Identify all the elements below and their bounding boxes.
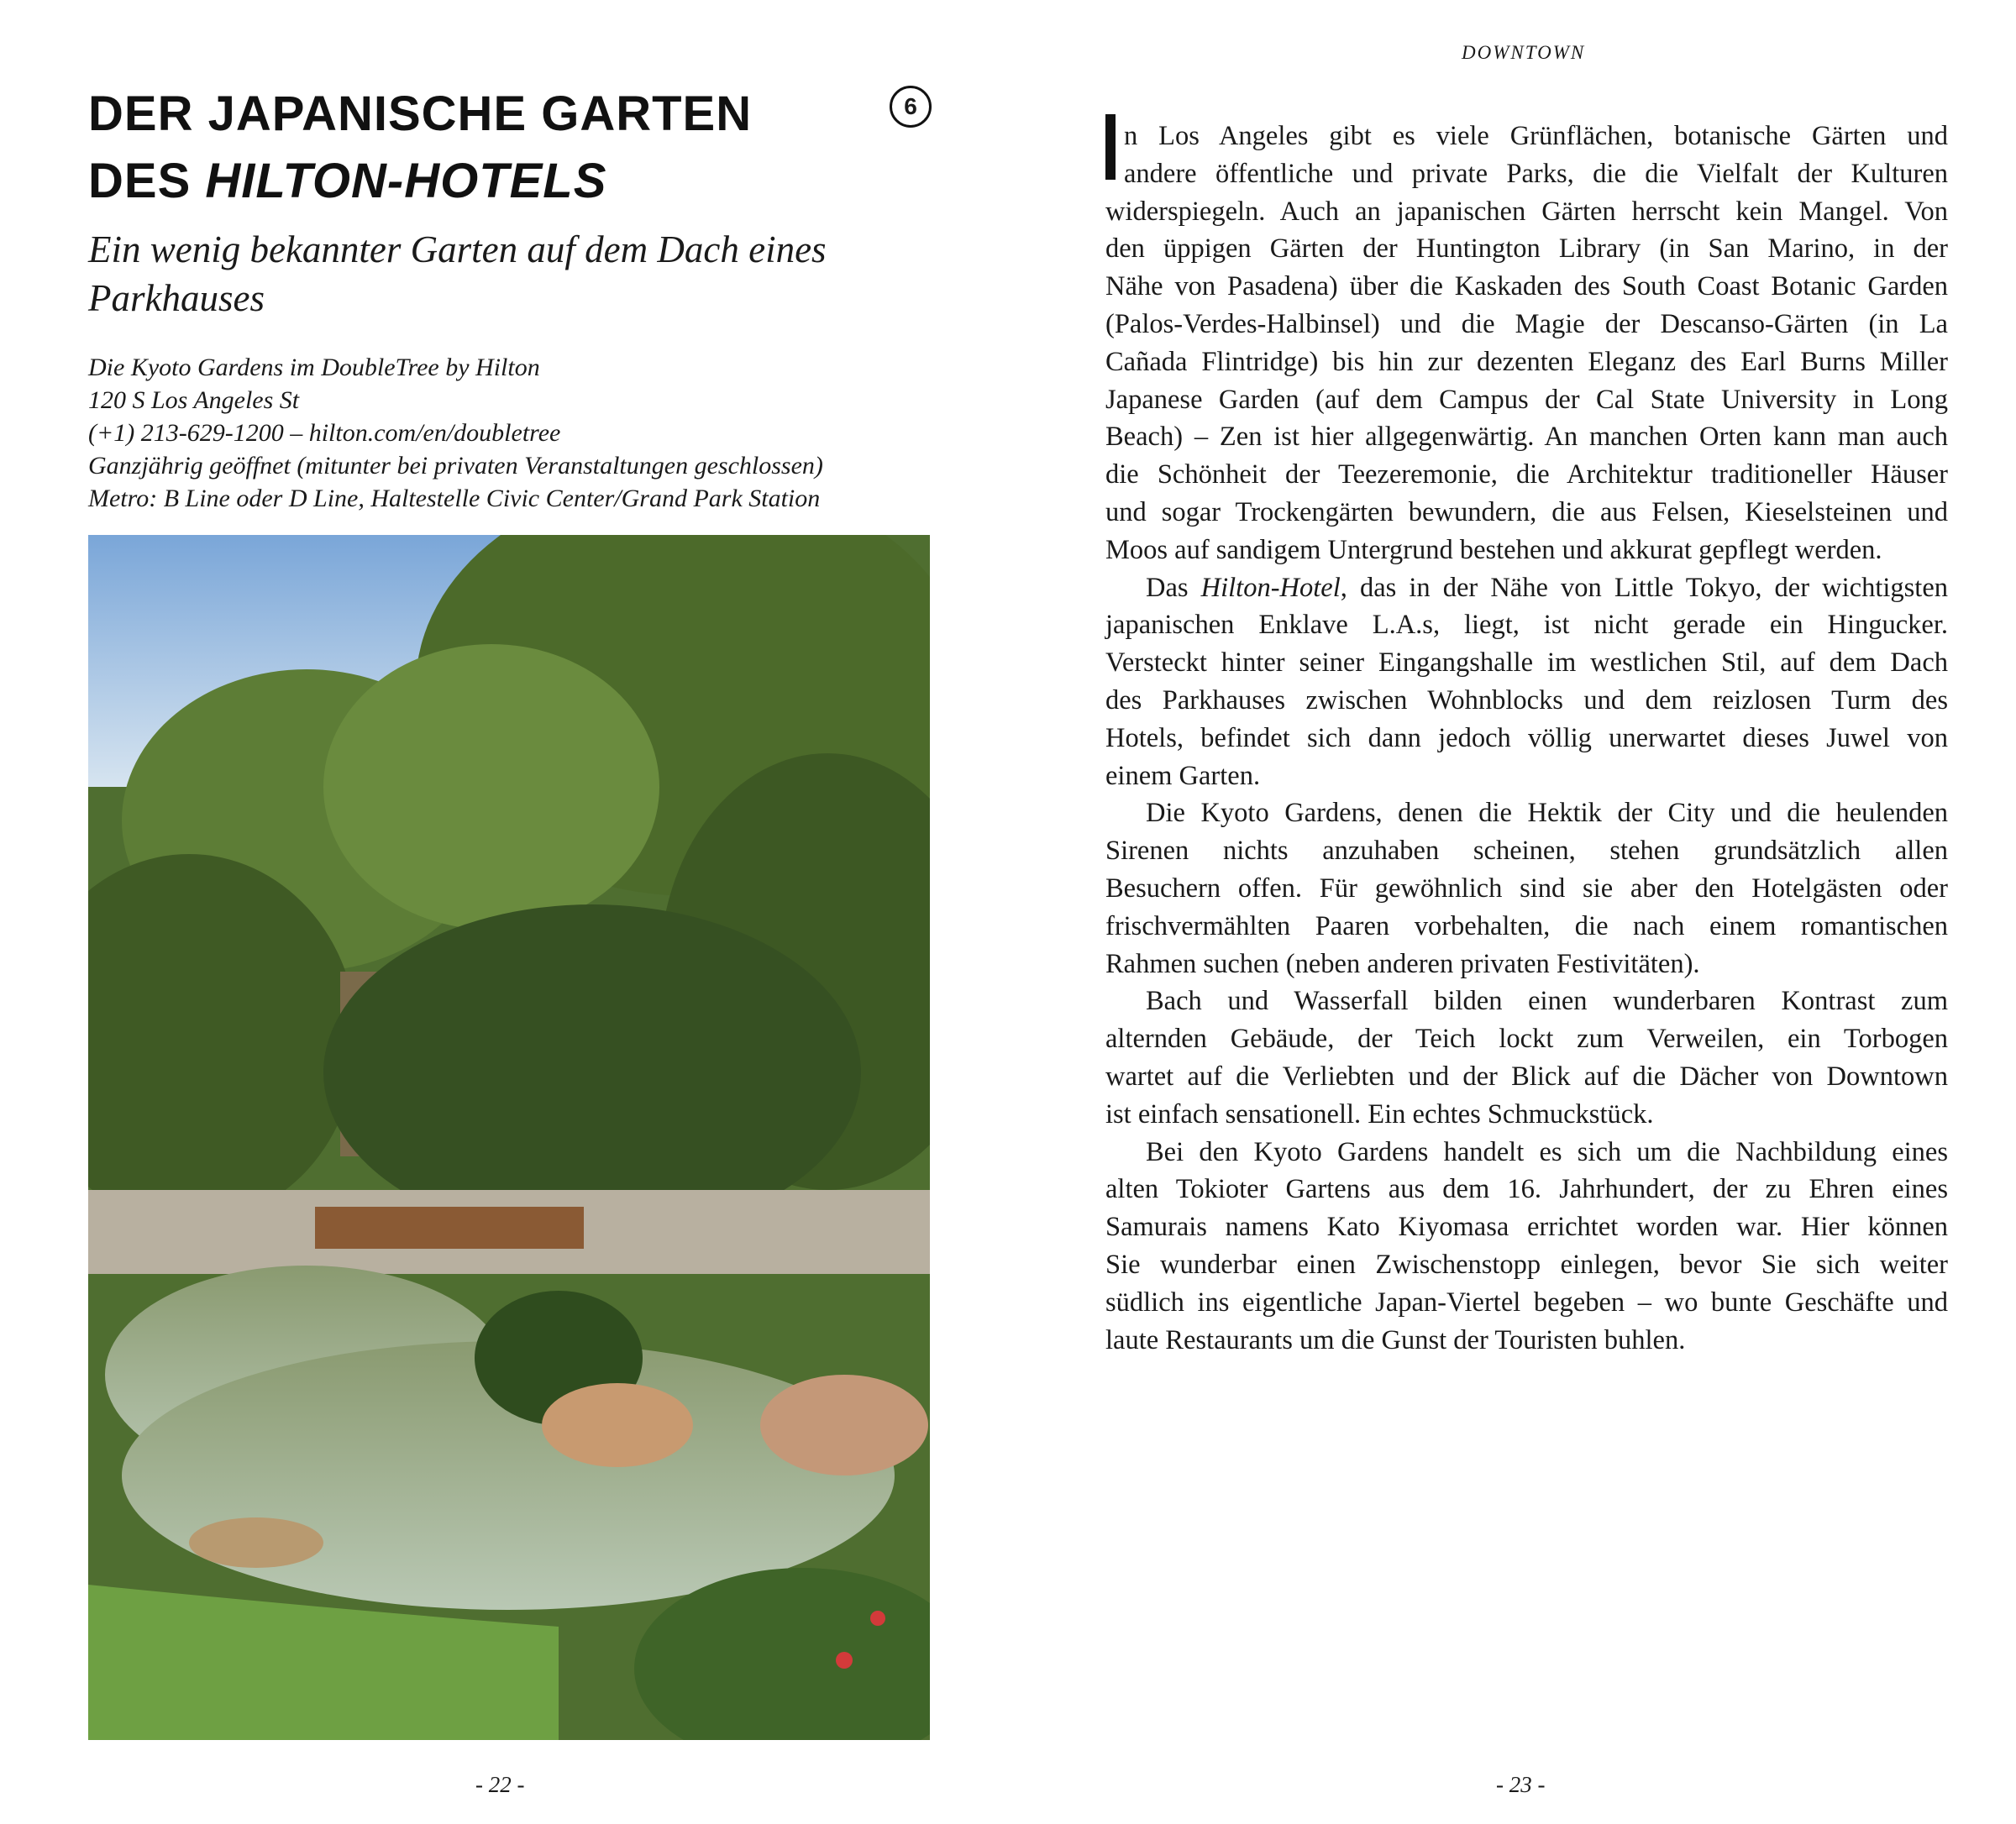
paragraph [1105, 794, 1948, 983]
text-line: andere öffentliche und private Parks, die die Vielfalt der Kulturen [1124, 158, 1948, 189]
text-line: Nähe von Pasadena) über die Kaskaden des South Coast Botanic Garden [1105, 271, 1948, 302]
text-line: Bei den Kyoto Gardens handelt es sich um die Nachbildung eines [1146, 1136, 1948, 1167]
paragraph [1105, 1134, 1948, 1360]
text-line: Besuchern offen. Für gewöhnlich sind sie aber den Hotelgästen oder [1105, 873, 1948, 904]
paragraph [1105, 983, 1948, 1133]
text-line: Moos auf sandigem Untergrund bestehen und akkurat gepflegt werden. [1105, 534, 1882, 565]
text-line: wartet auf die Verliebten und der Blick auf die Dächer von Downtown [1105, 1061, 1948, 1092]
text-line: alternden Gebäude, der Teich lockt zum Verweilen, ein Torbogen [1105, 1024, 1948, 1055]
article-subtitle: Ein wenig bekannter Garten auf dem Dach eines Parkhauses [88, 228, 827, 319]
text-line: widerspiegeln. Auch an japanischen Gärten herrscht kein Mangel. Von [1105, 196, 1948, 227]
title-line-2 [88, 148, 752, 215]
title-line-1: DER JAPANISCHE GARTEN [88, 86, 753, 141]
text-line: Beach) – Zen ist hier allgegenwärtig. An manchen Orten kann man auch [1105, 422, 1948, 453]
page-number-right: - 23 - [1496, 1772, 1546, 1797]
info-line: Metro: B Line oder D Line, Haltestelle Civic Center/Grand Park Station [88, 485, 821, 512]
text-line: die Schönheit der Teezeremonie, die Architektur traditioneller Häuser [1105, 459, 1948, 490]
title-italic: HILTON-HOTELS [205, 154, 607, 208]
text-line: südlich ins eigentliche Japan-Viertel begeben – wo bunte Geschäfte und [1105, 1287, 1948, 1318]
garden-photo [88, 535, 930, 1740]
text-line: Samurais namens Kato Kiyomasa errichtet worden war. Hier können [1105, 1212, 1948, 1243]
text-line: alten Tokioter Gartens aus dem 16. Jahrhundert, der zu Ehren eines [1105, 1174, 1948, 1205]
text-line: Das Hilton-Hotel, das in der Nähe von Little Tokyo, der wichtigsten [1146, 572, 1948, 603]
entry-number-badge: 6 [890, 86, 932, 128]
running-header: DOWNTOWN [1462, 42, 1586, 63]
info-line: Die Kyoto Gardens im DoubleTree by Hilton [88, 354, 540, 381]
info-line: Ganzjährig geöffnet (mitunter bei privaten Veranstaltungen geschlossen) [88, 452, 823, 480]
text-line: des Parkhauses zwischen Wohnblocks und dem reizlosen Turm des [1105, 684, 1948, 715]
text-line: laute Restaurants um die Gunst der Touristen buhlen. [1105, 1324, 1686, 1355]
garden-photo-illustration [88, 535, 930, 1740]
text-line: Sie wunderbar einen Zwischenstopp einlegen, bevor Sie sich weiter [1105, 1249, 1948, 1280]
drop-cap-i [1105, 114, 1116, 180]
text-line: Rahmen suchen (neben anderen privaten Festivitäten). [1105, 948, 1700, 979]
text-line: Die Kyoto Gardens, denen die Hektik der City und die heulenden [1146, 798, 1948, 829]
text-line: Sirenen nichts anzuhaben scheinen, stehen grundsätzlich allen [1105, 836, 1948, 867]
info-line: 120 S Los Angeles St [88, 386, 300, 414]
text-line: (Palos-Verdes-Halbinsel) und die Magie der Descanso-Gärten (in La [1105, 308, 1948, 339]
text-line: ist einfach sensationell. Ein echtes Schmuckstück. [1105, 1098, 1654, 1130]
paragraph [1105, 118, 1948, 569]
hotel-name-italic: Hilton-Hotel [1200, 572, 1341, 603]
text-line: Japanese Garden (auf dem Campus der Cal State University in Long [1105, 384, 1948, 415]
text-line: einem Garten. [1105, 760, 1261, 791]
text-line: Hotels, befindet sich dann jedoch völlig unerwartet dieses Juwel von [1105, 722, 1948, 753]
article-body [1105, 118, 1948, 1359]
text-line: n Los Angeles gibt es viele Grünflächen, botanische Gärten und [1124, 121, 1948, 151]
address-info [88, 351, 823, 515]
paragraph [1105, 569, 1948, 795]
text-line: den üppigen Gärten der Huntington Library (in San Marino, in der [1105, 233, 1948, 265]
text-line: frischvermählten Paaren vorbehalten, die nach einem romantischen [1105, 910, 1948, 941]
text-line: Versteckt hinter seiner Eingangshalle im westlichen Stil, auf dem Dach [1105, 647, 1948, 679]
text-line: Bach und Wasserfall bilden einen wunderbaren Kontrast zum [1146, 986, 1948, 1017]
title-prefix: DES [88, 154, 206, 208]
text-line: und sogar Trockengärten bewundern, die aus Felsen, Kieselsteinen und [1105, 496, 1948, 527]
info-line: (+1) 213-629-1200 – hilton.com/en/doubletree [88, 419, 561, 447]
text-line: Cañada Flintridge) bis hin zur dezenten Eleganz des Earl Burns Miller [1105, 346, 1948, 377]
article-title [88, 81, 752, 215]
page-number-left: - 22 - [475, 1772, 525, 1797]
text-line: japanischen Enklave L.A.s, liegt, ist nicht gerade ein Hingucker. [1105, 610, 1948, 641]
